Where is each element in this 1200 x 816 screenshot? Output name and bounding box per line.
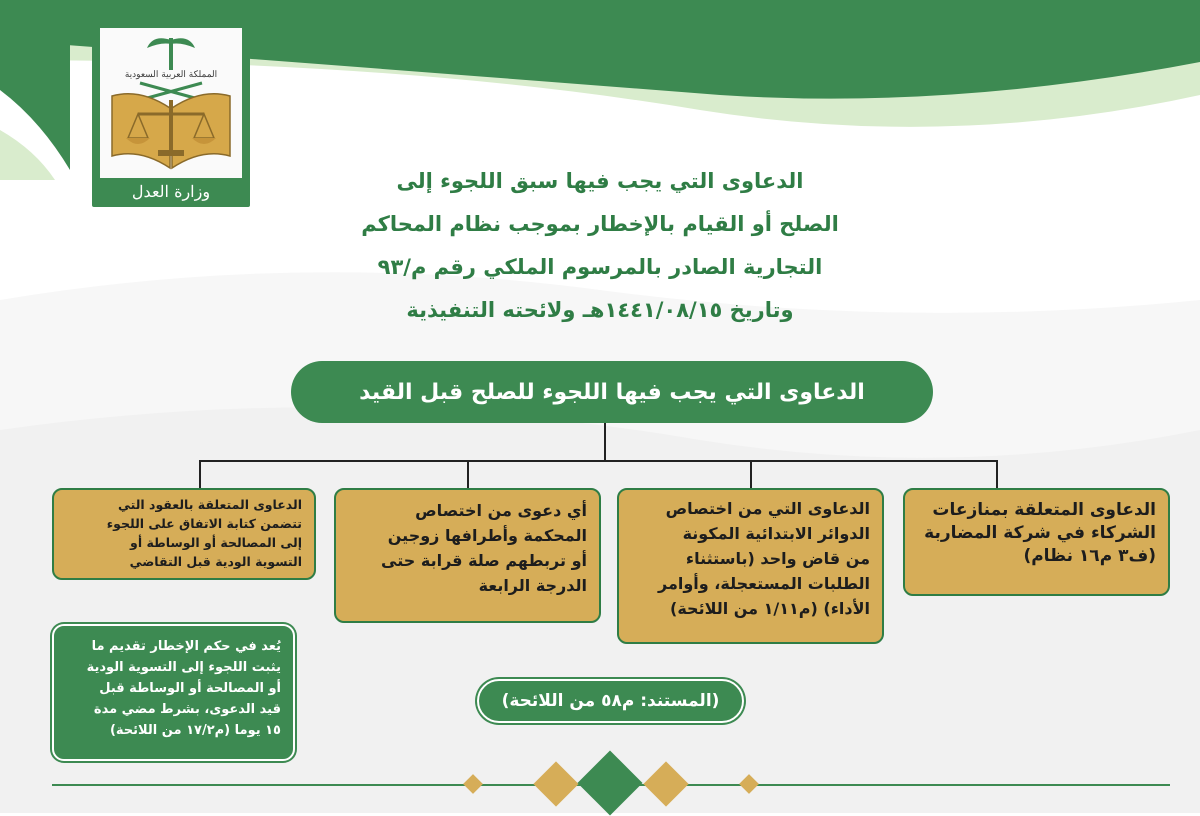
title-line: وتاريخ ١٤٤١/٠٨/١٥هـ ولائحته التنفيذية <box>406 298 794 322</box>
branch-line: المحكمة وأطرافها زوجين <box>387 526 587 545</box>
connector-branch-2 <box>750 460 752 488</box>
branch-box-contract-agreements <box>52 488 316 580</box>
connector-horizontal <box>199 460 998 462</box>
logo-ministry-name: وزارة العدل <box>131 182 211 201</box>
title-line: الصلح أو القيام بالإخطار بموجب نظام المحاكم <box>361 212 839 236</box>
scales-book-icon <box>100 28 242 178</box>
connector-root-down <box>604 423 606 461</box>
title-line: الدعاوى التي يجب فيها سبق اللجوء إلى <box>396 169 804 193</box>
branch-line: الأداء) (م١/١١ من اللائحة) <box>670 599 870 618</box>
branch-line: الشركاء في شركة المضاربة <box>924 523 1156 543</box>
branch-box-single-judge-circuits <box>617 488 884 644</box>
branch-line: الدعاوى المتعلقة بمنازعات <box>932 500 1156 520</box>
page-title <box>300 160 900 332</box>
ministry-logo <box>92 20 250 207</box>
note-line: ١٥ يوما (م١٧/٢ من اللائحة) <box>109 723 281 738</box>
note-line: يُعد في حكم الإخطار تقديم ما <box>91 639 281 654</box>
logo-kingdom-text: المملكة العربية السعودية <box>124 70 218 80</box>
note-line: أو المصالحة أو الوساطة قبل <box>99 681 281 696</box>
branch-line: تتضمن كتابة الاتفاق على اللجوء <box>106 516 302 531</box>
branch-line: الدوائر الابتدائية المكونة <box>682 524 870 543</box>
branch-line: الدعاوى المتعلقة بالعقود التي <box>117 497 302 512</box>
connector-branch-3 <box>467 460 469 488</box>
branch-line: إلى المصالحة أو الوساطة أو <box>130 535 302 550</box>
branch-line: أو تربطهم صلة قرابة حتى <box>381 551 587 570</box>
branch-box-family-parties <box>334 488 601 623</box>
branch-line: من قاض واحد (باستثناء <box>685 549 870 568</box>
notification-note <box>52 624 295 761</box>
title-line: التجارية الصادر بالمرسوم الملكي رقم م/٩٣ <box>377 255 823 279</box>
branch-box-partnership-disputes <box>903 488 1170 596</box>
branch-line: أي دعوى من اختصاص <box>415 501 587 520</box>
note-line: يثبت اللجوء إلى التسوية الودية <box>86 660 281 675</box>
branch-line: التسوية الودية قبل التقاضي <box>129 554 302 569</box>
connector-branch-1 <box>996 460 998 488</box>
branch-line: (ف٣ م١٦ نظام) <box>1023 546 1156 566</box>
reference-badge: (المستند: م٥٨ من اللائحة) <box>477 679 744 723</box>
logo-emblem-area <box>100 28 242 178</box>
branch-line: الدرجة الرابعة <box>478 576 587 595</box>
connector-branch-4 <box>199 460 201 488</box>
branch-line: الدعاوى التي من اختصاص <box>665 499 870 518</box>
diagram-root-node: الدعاوى التي يجب فيها اللجوء للصلح قبل القيد <box>291 361 933 423</box>
branch-line: الطلبات المستعجلة، وأوامر <box>658 574 870 593</box>
note-line: قيد الدعوى، بشرط مضي مدة <box>93 702 281 717</box>
